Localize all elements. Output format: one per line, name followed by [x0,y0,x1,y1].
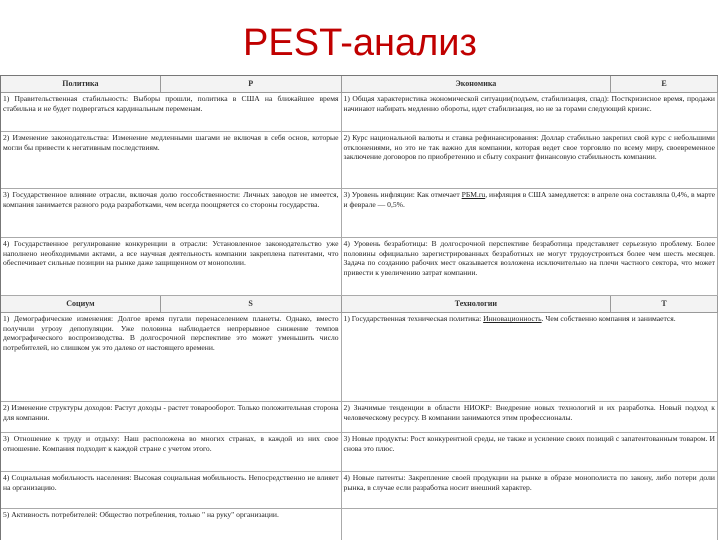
technology-cell-1-pre: 1) Государственная техническая политика: [343,314,484,323]
slide-title: PEST-анализ [243,22,477,64]
table-row [1,472,718,509]
innovation-link[interactable]: Инновационность [483,314,542,323]
politics-cell-4: 4) Государственное регулирование конкуренции в отрасли: Установленное законодательство уже наполнено необходимыми актами, а все научная деятельность компании закреплена патентами, что обеспечивает сильные позиции на рынке даже защищенном от монополии. [1,238,342,295]
economy-cell-3-pre: 3) Уровень инфляции: Как отмечает [343,190,462,199]
table-row [1,93,718,132]
table-row [1,402,718,433]
table-row [1,132,718,189]
header-economy: Экономика [342,76,612,92]
economy-cell-2: 2) Курс национальной валюты и ставка рефинансирования: Доллар стабильно закрепил свой курс с небольшими отклонениями, но это не так важно для компании, которая ведет свое торговлю по всему миру, своевременное заключение договоров по приобретению и сбыту сохранит финансовую стабильность компании. [342,132,718,188]
economy-cell-3-post: , инфляция в США замедляется: в апреле она составляла 0,4%, в марте и феврале — 0,5%. [343,190,715,209]
politics-cell-2: 2) Изменение законодательства: Изменение медленными шагами не включая в себя основ, которые могли бы привести к негативным последствиям. [1,132,342,188]
economy-cell-1: 1) Общая характеристика экономической ситуации(подъем, стабилизация, спад): Посткризисное время, продажи начинают набирать медленно обороты, идет стабилизация, но не за горами следующий кризис. [342,93,718,131]
technology-cell-2: 2) Значимые тенденции в области НИОКР: Внедрение новых технологий и их разработка. Новый подход к человеческому ресурсу. В компании занимаются этим профессионалы. [342,402,718,432]
society-cell-1: 1) Демографические изменения: Долгое время пугали перенаселением планеты. Однако, вместо получили угрозу депопуляции. Уже половина наблюдается непрерывное снижение темпов демографического воспроизводства. В долгосрочной перспективе это может уменьшить число потребителей, но слишком уж это далеко от настоящего времени. [1,313,342,401]
technology-cell-3: 3) Новые продукты: Рост конкурентной среды, не также и усиление своих позиций с запатентованным товаром. И снова это плюс. [342,433,718,471]
table-row [1,433,718,472]
technology-cell-5 [342,509,718,540]
table-row [1,238,718,296]
header-row-bottom [1,296,718,313]
header-p: P [161,76,342,92]
header-politics: Политика [1,76,161,92]
economy-cell-3 [342,189,718,237]
politics-cell-1: 1) Правительственная стабильность: Выборы прошли, политика в США на ближайшее время стабильна и не будет подвергаться кардинальным переменам. [1,93,342,131]
table-row [1,313,718,402]
politics-cell-3: 3) Государственное влияние отрасли, включая долю госсобственности: Личных заводов не имеется, компания занимается разного рода разработками, чем всегда поощряется со стороны государства. [1,189,342,237]
technology-cell-4: 4) Новые патенты: Закрепление своей продукции на рынке в образе монополиста по закону, либо потери доли рынка, в случае если разработка носит внешний характер. [342,472,718,508]
header-e: E [611,76,718,92]
society-cell-2: 2) Изменение структуры доходов: Растут доходы - растет товарооборот. Только положительная сторона для компании. [1,402,342,432]
rbm-link[interactable]: РБМ.ru [461,190,486,199]
header-technology: Технологии [342,296,612,312]
society-cell-3: 3) Отношение к труду и отдыху: Наш расположена во многих странах, в каждой из них свое отношение. Компания подходит к каждой стране с учетом этого. [1,433,342,471]
technology-cell-1-post: . Чем собственно компания и занимается. [541,314,676,323]
header-society: Социум [1,296,161,312]
economy-cell-4: 4) Уровень безработицы: В долгосрочной перспективе безработица представляет серьезную проблему. Более половины официально зарегистрированных безработных не могут трудоустроиться более чем шесть месяцев. Задача по созданию рабочих мест оказывается возложена исключительно на плечи частного сектора, что может привести к увеличению затрат компании. [342,238,718,295]
technology-cell-1 [342,313,718,401]
society-cell-5: 5) Активность потребителей: Общество потребления, только " на руку" организации. [1,509,342,540]
society-cell-4: 4) Социальная мобильность населения: Высокая социальная мобильность. Непосредственно не влияет на организацию. [1,472,342,508]
header-s: S [161,296,342,312]
header-row-top [1,76,718,93]
table-row [1,189,718,238]
header-t: T [611,296,718,312]
pest-table [0,75,718,540]
table-row [1,509,718,540]
